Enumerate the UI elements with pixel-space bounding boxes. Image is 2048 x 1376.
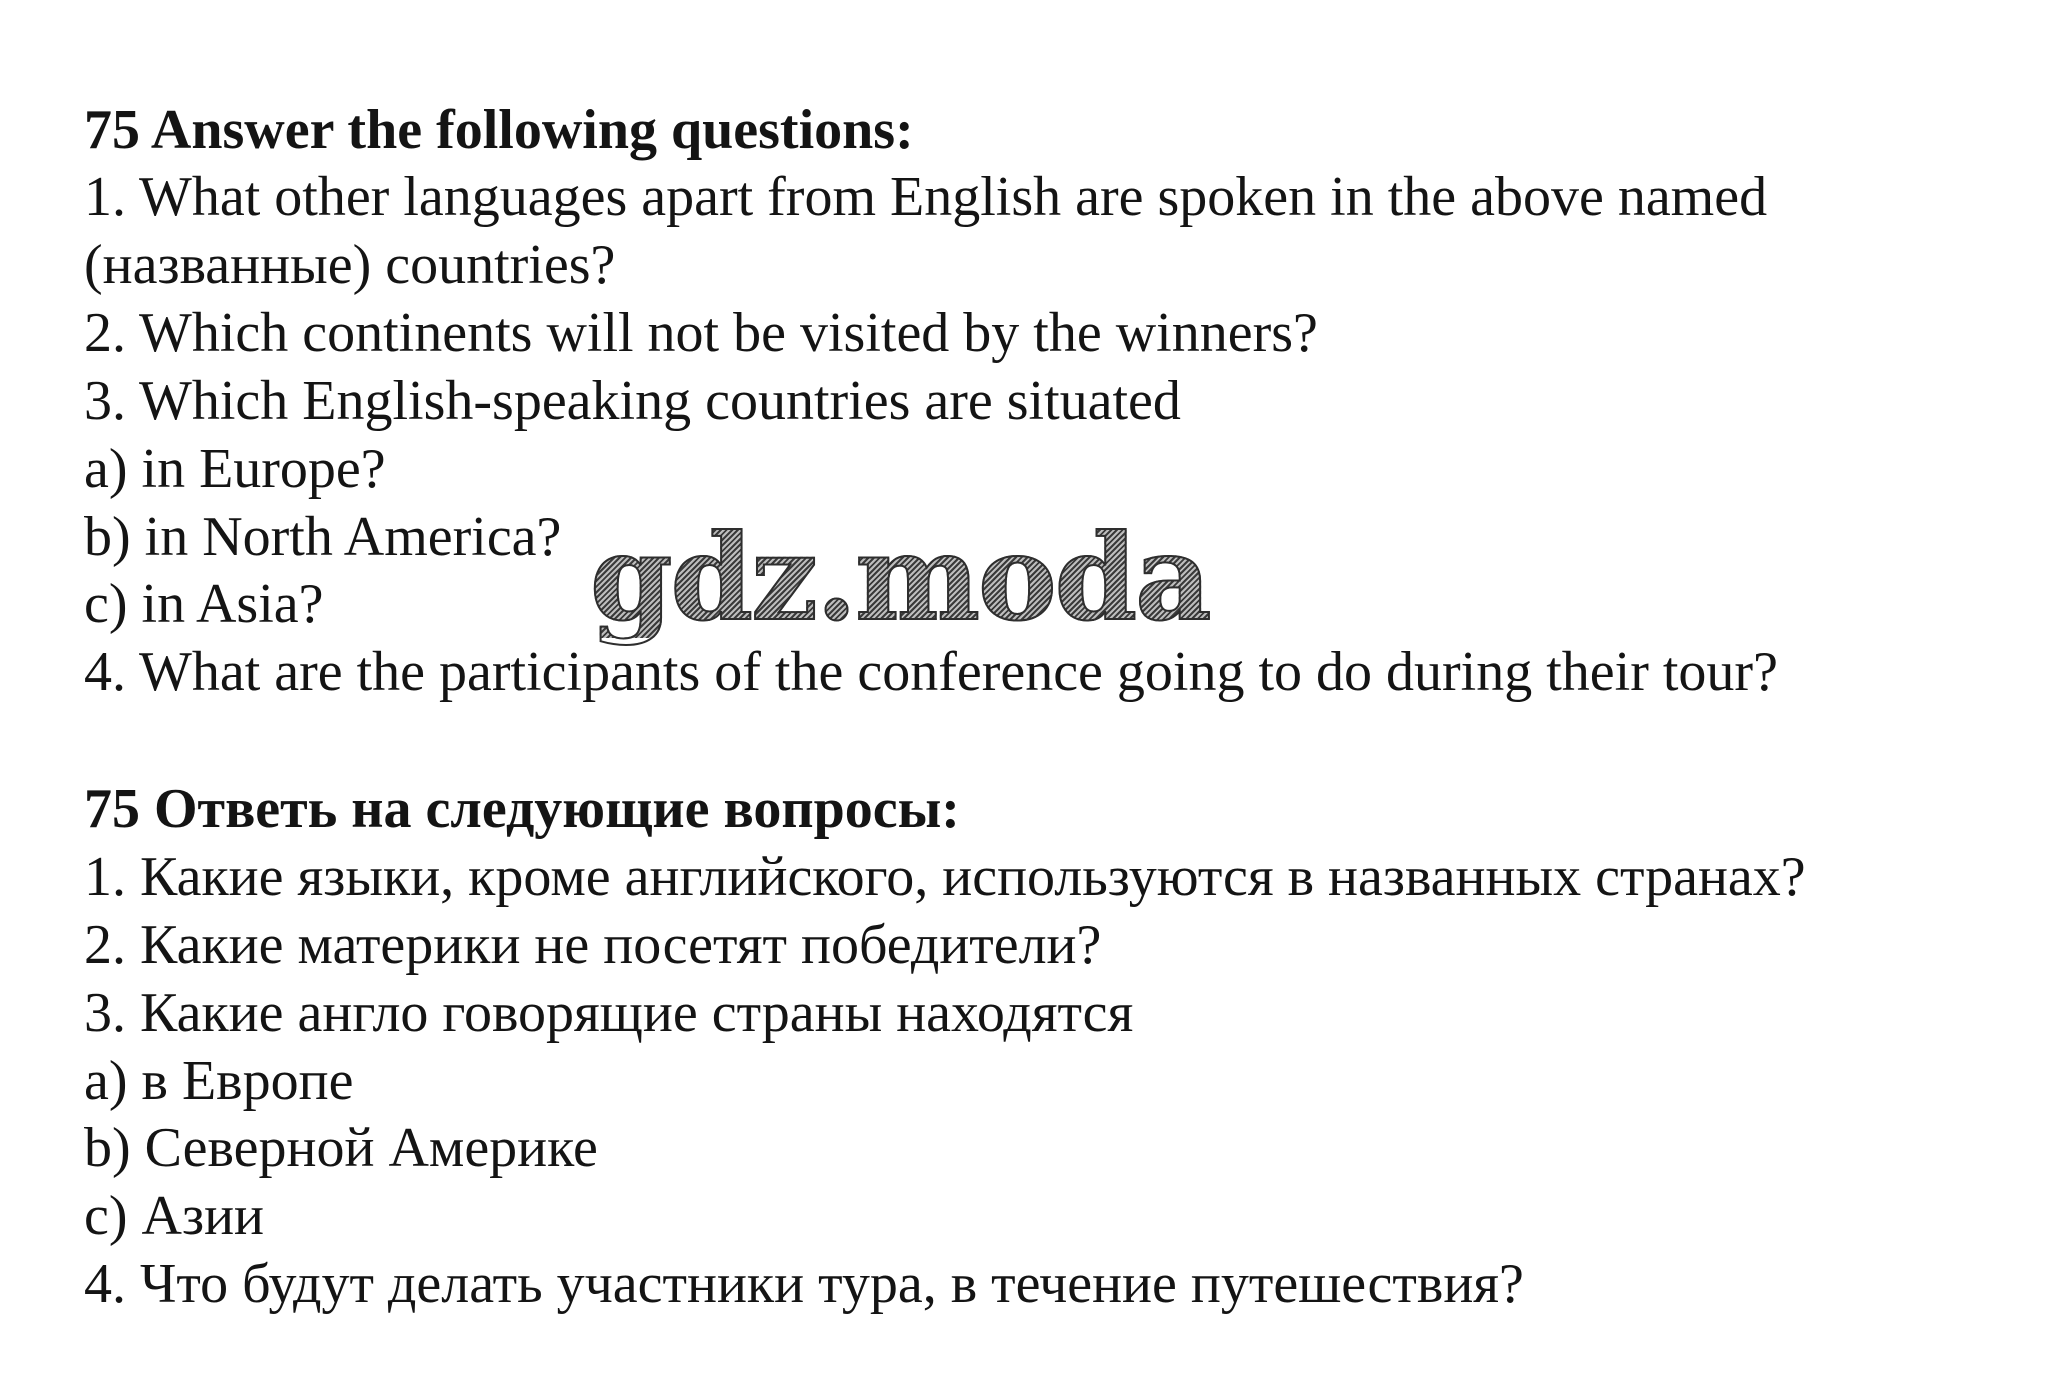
russian-question-2: 2. Какие материки не посетят победители?	[84, 914, 1102, 976]
russian-question-4: 4. Что будут делать участники тура, в течение путешествия?	[84, 1253, 1524, 1315]
english-question-3a: a) in Europe?	[84, 438, 386, 500]
russian-question-3c: c) Азии	[84, 1185, 265, 1247]
russian-question-3: 3. Какие англо говорящие страны находятся	[84, 982, 1134, 1044]
english-question-3b: b) in North America?	[84, 506, 562, 568]
english-question-3: 3. Which English-speaking countries are situated	[84, 370, 1181, 432]
russian-heading: 75 Ответь на следующие вопросы:	[84, 778, 960, 840]
english-heading: 75 Answer the following questions:	[84, 99, 914, 161]
watermark-logo: gdz.moda	[590, 508, 1210, 647]
russian-question-3a: a) в Европе	[84, 1050, 354, 1112]
russian-question-3b: b) Северной Америке	[84, 1117, 598, 1179]
english-question-3c: c) in Asia?	[84, 573, 324, 635]
english-question-2: 2. Which continents will not be visited by the winners?	[84, 302, 1318, 364]
russian-question-1: 1. Какие языки, кроме английского, используются в названных странах?	[84, 846, 1806, 908]
english-question-1: 1. What other languages apart from English are spoken in the above named	[84, 166, 1768, 228]
english-question-4: 4. What are the participants of the conference going to do during their tour?	[84, 641, 1778, 703]
english-question-1-continued: (названные) countries?	[84, 234, 616, 296]
